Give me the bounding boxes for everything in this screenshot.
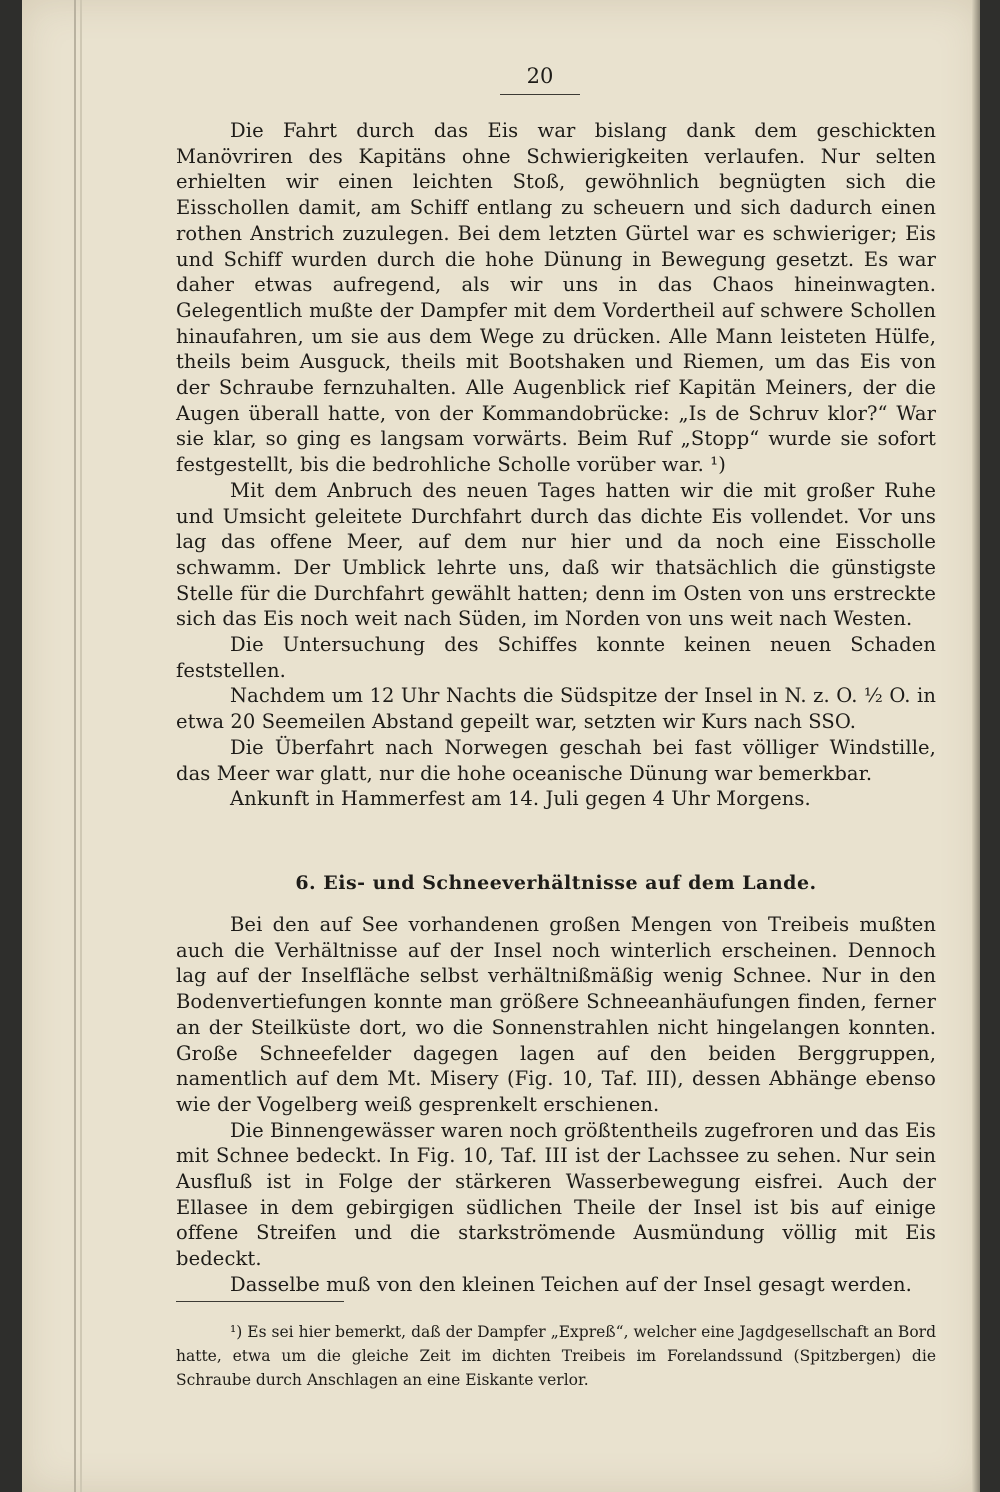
- page-number-rule: [500, 94, 580, 95]
- footnote-rule: [176, 1301, 344, 1302]
- gutter-line: [74, 0, 76, 1492]
- paragraph: Die Untersuchung des Schiffes konnte keinen neuen Schaden feststellen.: [176, 633, 936, 682]
- paragraph: Dasselbe muß von den kleinen Teichen auf der Insel gesagt werden.: [230, 1272, 912, 1296]
- paragraph: Die Fahrt durch das Eis war bislang dank dem geschickten Manövriren des Kapitäns ohne Schwierigkeiten verlaufen. Nur selten erhielten wir einen leichten Stoß, gewöhnlich begnügten sich die Eisschollen damit, am Schiff entlang zu scheuern und sich dadurch einen rothen Anstrich zuzulegen. Bei dem letzten Gürtel war es schwieriger; Eis und Schiff wurden durch die hohe Dünung in Bewegung gesetzt. Es war daher etwas aufregend, als wir uns in das Chaos hineinwagten. Gelegentlich mußte der Dampfer mit dem Vordertheil auf schwere Schollen hinaufahren, um sie aus dem Wege zu drücken. Alle Mann leisteten Hülfe, theils beim Ausguck, theils mit Bootshaken und Riemen, um das Eis von der Schraube fernzuhalten. Alle Augenblick rief Kapitän Meiners, der die Augen überall hatte, von der Kommandobrücke: „Is de Schruv klor?“ War sie klar, so ging es langsam vorwärts. Beim Ruf „Stopp“ wurde sie sofort festgestellt, bis die bedrohliche Scholle vorüber war. ¹): [176, 119, 936, 477]
- paragraph: Nachdem um 12 Uhr Nachts die Südspitze der Insel in N. z. O. ½ O. in etwa 20 Seemeilen Abstand gepeilt war, setzten wir Kurs nach SSO.: [176, 684, 936, 734]
- page-number: 20: [526, 64, 554, 88]
- section-heading: 6. Eis- und Schneeverhältnisse auf dem Lande.: [295, 872, 817, 894]
- paragraph: Bei den auf See vorhandenen großen Mengen von Treibeis mußten auch die Verhältnisse auf der Insel noch winterlich erscheinen. Dennoch lag auf der Inselfläche selbst verhältnißmäßig wenig Schnee. Nur in den Bodenvertiefungen konnte man größere Schneeanhäufungen finden, ferner an der Steilküste dort, wo die Sonnenstrahlen nicht hingelangen konnten. Große Schneefelder dagegen lagen auf den beiden Berggruppen, namentlich auf dem Mt. Misery (Fig. 10, Taf. III), dessen Abhänge ebenso wie der Vogelberg weiß gesprenkelt erschienen.: [176, 913, 936, 1116]
- paragraph: Ankunft in Hammerfest am 14. Juli gegen 4 Uhr Morgens.: [230, 787, 811, 811]
- page-edge: [972, 0, 980, 1492]
- paragraph: Mit dem Anbruch des neuen Tages hatten wir die mit großer Ruhe und Umsicht geleitete Durchfahrt durch das dichte Eis vollendet. Vor uns lag das offene Meer, auf dem nur hier und da noch eine Eisscholle schwamm. Der Umblick lehrte uns, daß wir thatsächlich die günstigste Stelle für die Durchfahrt gewählt hatten; denn im Osten von uns erstreckte sich das Eis noch weit nach Süden, im Norden von uns weit nach Westen.: [176, 478, 936, 631]
- section-1-text: [176, 118, 936, 812]
- gutter-line: [80, 0, 82, 1492]
- paragraph: Die Binnengewässer waren noch größtentheils zugefroren und das Eis mit Schnee bedeckt. In Fig. 10, Taf. III ist der Lachssee zu sehen. Nur sein Ausfluß ist in Folge der stärkeren Wasserbewegung eisfrei. Auch der Ellasee in dem gebirgigen südlichen Theile der Insel ist bis auf einige offene Streifen und die starkströmende Ausmündung völlig mit Eis bedeckt.: [176, 1118, 936, 1271]
- paragraph: Die Überfahrt nach Norwegen geschah bei fast völliger Windstille, das Meer war glatt, nur die hohe oceanische Dünung war bemerkbar.: [176, 735, 936, 785]
- section-2-text: [176, 912, 936, 1298]
- footnote-text: ¹) Es sei hier bemerkt, daß der Dampfer „Expreß“, welcher eine Jagdgesellschaft an Bord hatte, etwa um die gleiche Zeit im dichten Treibeis im Forelandssund (Spitzbergen) die Schraube durch Anschlagen an eine Eiskante verlor.: [176, 1323, 936, 1389]
- footnote: [176, 1320, 936, 1392]
